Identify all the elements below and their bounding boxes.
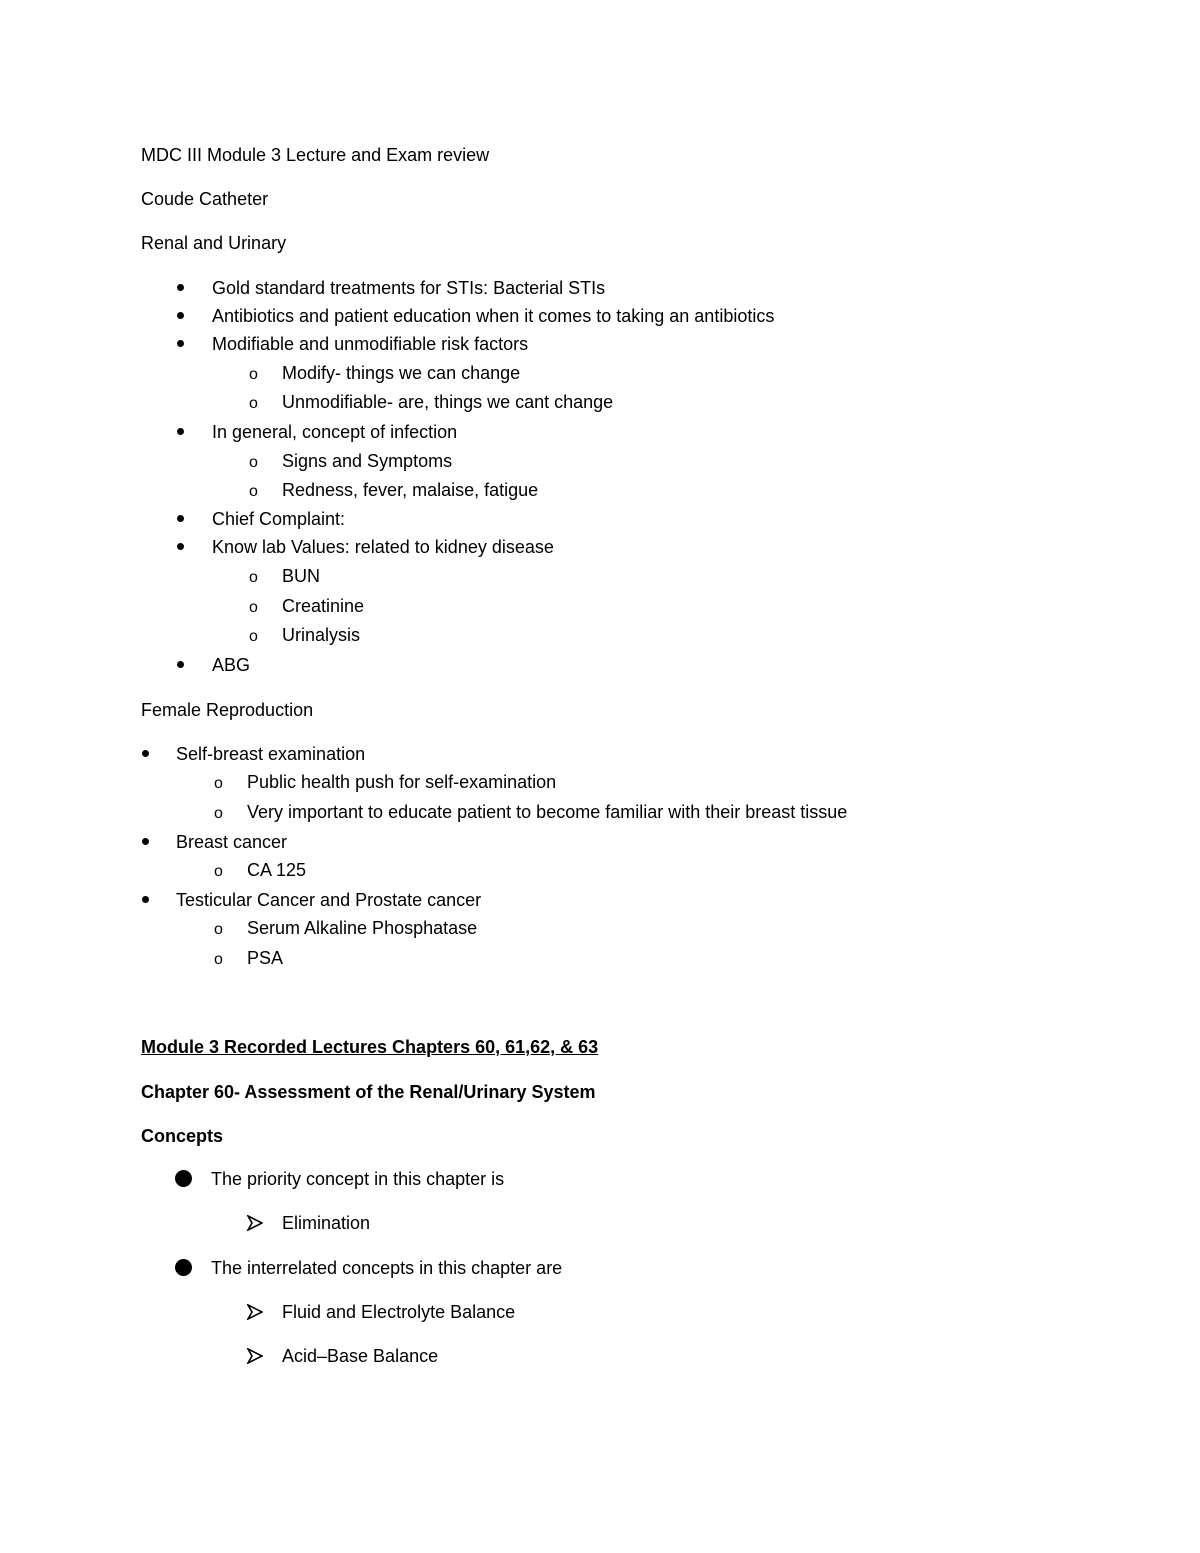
- bullet-icon: [142, 838, 149, 845]
- sub-list-item: Serum Alkaline Phosphatase: [247, 918, 478, 938]
- list-item: Antibiotics and patient education when it comes to taking an antibiotics: [212, 306, 775, 326]
- list-item: Modifiable and unmodifiable risk factors: [212, 334, 529, 354]
- list-item: Chief Complaint:: [212, 509, 346, 529]
- sub-list-item: Unmodifiable- are, things we cant change: [282, 392, 614, 412]
- arrowhead-icon: [247, 1348, 263, 1364]
- list-item: Self-breast examination: [176, 744, 366, 764]
- sub-bullet-marker: o: [249, 569, 258, 586]
- sub-list-item: Signs and Symptoms: [282, 451, 453, 471]
- sub-list-item: Elimination: [282, 1213, 371, 1233]
- bullet-icon: [142, 896, 149, 903]
- sub-list-item: PSA: [247, 948, 284, 968]
- module-heading: Module 3 Recorded Lectures Chapters 60, 61,62, & 63: [141, 1037, 599, 1057]
- sub-bullet-marker: o: [214, 951, 223, 968]
- sub-list-item: Acid–Base Balance: [282, 1346, 439, 1366]
- sub-bullet-marker: o: [249, 628, 258, 645]
- sub-bullet-marker: o: [249, 395, 258, 412]
- bullet-icon: [142, 750, 149, 757]
- sub-list-item: Redness, fever, malaise, fatigue: [282, 480, 539, 500]
- coude-catheter-heading: Coude Catheter: [141, 189, 269, 209]
- sub-bullet-marker: o: [214, 921, 223, 938]
- arrowhead-icon: [247, 1304, 263, 1320]
- sub-list-item: Urinalysis: [282, 625, 361, 645]
- list-item: Gold standard treatments for STIs: Bacterial STIs: [212, 278, 606, 298]
- sub-list-item: Public health push for self-examination: [247, 772, 557, 792]
- bullet-icon: [175, 1259, 192, 1276]
- bullet-icon: [177, 312, 184, 319]
- sub-bullet-marker: o: [249, 454, 258, 471]
- concepts-heading: Concepts: [141, 1126, 224, 1146]
- bullet-icon: [177, 340, 184, 347]
- bullet-icon: [177, 428, 184, 435]
- sub-list-item: Creatinine: [282, 596, 365, 616]
- document-title: MDC III Module 3 Lecture and Exam review: [141, 145, 490, 165]
- sub-list-item: Very important to educate patient to become familiar with their breast tissue: [247, 802, 848, 822]
- sub-list-item: Modify- things we can change: [282, 363, 521, 383]
- list-item: ABG: [212, 655, 251, 675]
- sub-bullet-marker: o: [214, 863, 223, 880]
- renal-urinary-heading: Renal and Urinary: [141, 233, 287, 253]
- sub-list-item: BUN: [282, 566, 321, 586]
- sub-bullet-marker: o: [249, 483, 258, 500]
- sub-list-item: CA 125: [247, 860, 307, 880]
- sub-bullet-marker: o: [249, 366, 258, 383]
- sub-list-item: Fluid and Electrolyte Balance: [282, 1302, 516, 1322]
- female-reproduction-heading: Female Reproduction: [141, 700, 314, 720]
- arrowhead-icon: [247, 1215, 263, 1231]
- bullet-icon: [177, 515, 184, 522]
- list-item: Breast cancer: [176, 832, 288, 852]
- list-item: The interrelated concepts in this chapter are: [211, 1258, 563, 1278]
- sub-bullet-marker: o: [214, 775, 223, 792]
- bullet-icon: [177, 284, 184, 291]
- chapter-heading: Chapter 60- Assessment of the Renal/Urinary System: [141, 1082, 596, 1102]
- sub-bullet-marker: o: [214, 805, 223, 822]
- list-item: In general, concept of infection: [212, 422, 458, 442]
- list-item: Know lab Values: related to kidney disease: [212, 537, 554, 557]
- bullet-icon: [175, 1170, 192, 1187]
- list-item: The priority concept in this chapter is: [211, 1169, 505, 1189]
- bullet-icon: [177, 661, 184, 668]
- sub-bullet-marker: o: [249, 599, 258, 616]
- list-item: Testicular Cancer and Prostate cancer: [176, 890, 482, 910]
- bullet-icon: [177, 543, 184, 550]
